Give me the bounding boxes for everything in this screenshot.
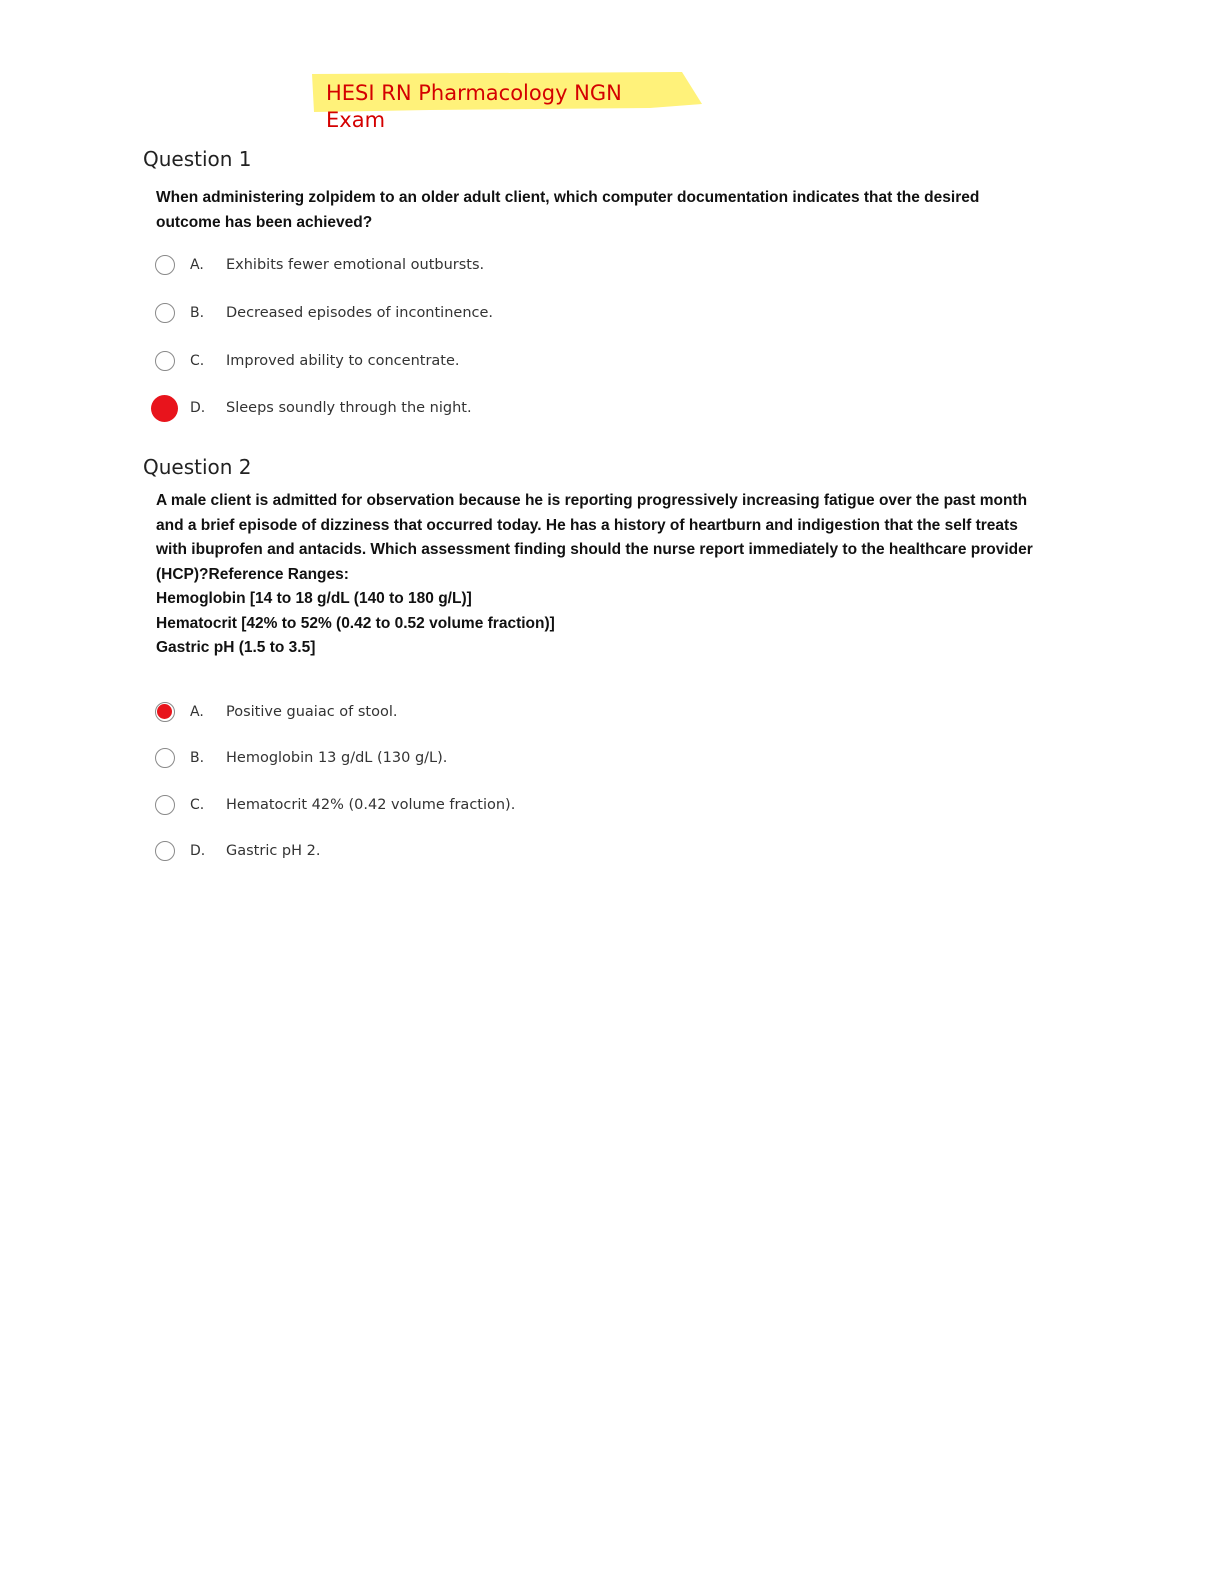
- document-title: [310, 72, 702, 132]
- option-text: Positive guaiac of stool.: [226, 704, 398, 720]
- title-line-1: HESI RN Pharmacology NGN: [326, 81, 622, 105]
- prompt-line: When administering zolpidem to an older adult client, which computer documentation indicates that the desired: [156, 189, 980, 206]
- option-text: Sleeps soundly through the night.: [226, 400, 472, 416]
- option-letter: D.: [190, 400, 206, 416]
- radio-button[interactable]: [155, 255, 175, 275]
- option-text: Decreased episodes of incontinence.: [226, 305, 494, 321]
- question-1-option-b[interactable]: [155, 301, 755, 325]
- option-letter: C.: [190, 797, 205, 813]
- question-1-heading: Question 1: [143, 147, 252, 171]
- question-1-option-d[interactable]: [155, 396, 755, 420]
- reference-range-gastric-ph: Gastric pH (1.5 to 3.5]: [156, 639, 316, 656]
- option-letter: C.: [190, 353, 205, 369]
- option-letter: A.: [190, 704, 204, 720]
- radio-button-selected[interactable]: [151, 395, 178, 422]
- prompt-line: and a brief episode of dizziness that occurred today. He has a history of heartburn and indigestion that the self treats: [156, 516, 1018, 534]
- radio-button[interactable]: [155, 748, 175, 768]
- option-text: Exhibits fewer emotional outbursts.: [226, 257, 485, 273]
- option-text: Hematocrit 42% (0.42 volume fraction).: [226, 797, 516, 813]
- radio-button[interactable]: [155, 351, 175, 371]
- prompt-line: (HCP)?Reference Ranges:: [156, 565, 349, 583]
- option-text: Hemoglobin 13 g/dL (130 g/L).: [226, 750, 448, 766]
- question-1-prompt: [156, 186, 1076, 235]
- question-2-option-a[interactable]: [155, 700, 755, 724]
- radio-button[interactable]: [155, 795, 175, 815]
- radio-button[interactable]: [155, 841, 175, 861]
- question-2-option-c[interactable]: [155, 793, 755, 817]
- prompt-line: A male client is admitted for observation because he is reporting progressively increasing fatigue over the past month: [156, 492, 1028, 509]
- radio-button-selected[interactable]: [155, 702, 175, 722]
- reference-range-hemoglobin: Hemoglobin [14 to 18 g/dL (140 to 180 g/L)]: [156, 590, 472, 607]
- question-2-prompt: [156, 489, 1071, 661]
- question-2-option-b[interactable]: [155, 746, 755, 770]
- option-letter: A.: [190, 257, 204, 273]
- option-text: Improved ability to concentrate.: [226, 353, 460, 369]
- option-text: Gastric pH 2.: [226, 843, 321, 859]
- question-2-option-d[interactable]: [155, 839, 755, 863]
- option-letter: B.: [190, 305, 205, 321]
- prompt-line: outcome has been achieved?: [156, 213, 373, 231]
- prompt-line: with ibuprofen and antacids. Which assessment finding should the nurse report immediately to the healthcare provider: [156, 541, 1033, 558]
- radio-button[interactable]: [155, 303, 175, 323]
- question-2-heading: Question 2: [143, 455, 252, 479]
- question-1-option-a[interactable]: [155, 253, 755, 277]
- reference-range-hematocrit: Hematocrit [42% to 52% (0.42 to 0.52 volume fraction)]: [156, 614, 555, 632]
- question-1-option-c[interactable]: [155, 349, 755, 373]
- option-letter: D.: [190, 843, 206, 859]
- title-line-2: Exam: [326, 108, 386, 132]
- option-letter: B.: [190, 750, 205, 766]
